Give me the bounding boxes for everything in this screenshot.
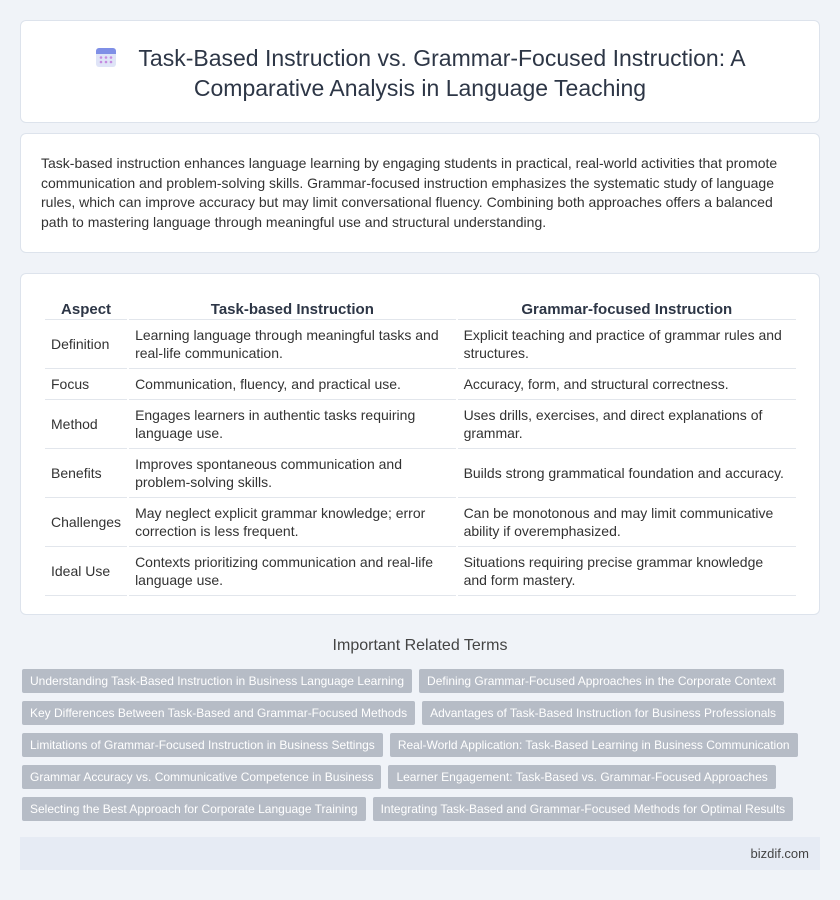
page-title-row bbox=[21, 43, 819, 103]
table-row bbox=[45, 449, 796, 498]
grammar-cell: Accuracy, form, and structural correctness. bbox=[458, 369, 796, 400]
related-term-tag[interactable]: Advantages of Task-Based Instruction for Business Professionals bbox=[422, 701, 784, 725]
table-row bbox=[45, 369, 796, 400]
calendar-icon bbox=[94, 45, 118, 69]
aspect-cell: Method bbox=[45, 400, 127, 449]
column-header-task: Task-based Instruction bbox=[129, 294, 456, 320]
column-header-grammar: Grammar-focused Instruction bbox=[458, 294, 796, 320]
footer-brand[interactable]: bizdif.com bbox=[750, 846, 809, 861]
related-term-tag[interactable]: Understanding Task-Based Instruction in Business Language Learning bbox=[22, 669, 412, 693]
table-row bbox=[45, 498, 796, 547]
related-term-tag[interactable]: Defining Grammar-Focused Approaches in the Corporate Context bbox=[419, 669, 784, 693]
comparison-table-card bbox=[20, 273, 820, 615]
task-cell: Contexts prioritizing communication and real-life language use. bbox=[129, 547, 456, 596]
related-term-tag[interactable]: Grammar Accuracy vs. Communicative Competence in Business bbox=[22, 765, 381, 789]
related-term-tag[interactable]: Real-World Application: Task-Based Learning in Business Communication bbox=[390, 733, 798, 757]
related-term-tag[interactable]: Limitations of Grammar-Focused Instruction in Business Settings bbox=[22, 733, 383, 757]
page-title: Task-Based Instruction vs. Grammar-Focused Instruction: A Comparative Analysis in Language Teaching bbox=[138, 45, 746, 101]
related-term-tag[interactable]: Learner Engagement: Task-Based vs. Grammar-Focused Approaches bbox=[388, 765, 775, 789]
grammar-cell: Explicit teaching and practice of grammar rules and structures. bbox=[458, 320, 796, 369]
related-term-tag[interactable]: Integrating Task-Based and Grammar-Focused Methods for Optimal Results bbox=[373, 797, 794, 821]
task-cell: Learning language through meaningful tasks and real-life communication. bbox=[129, 320, 456, 369]
task-cell: Communication, fluency, and practical use. bbox=[129, 369, 456, 400]
aspect-cell: Focus bbox=[45, 369, 127, 400]
related-term-tag[interactable]: Selecting the Best Approach for Corporate Language Training bbox=[22, 797, 366, 821]
footer bbox=[20, 837, 820, 870]
header-card bbox=[20, 20, 820, 123]
aspect-cell: Challenges bbox=[45, 498, 127, 547]
intro-card bbox=[20, 133, 820, 253]
grammar-cell: Uses drills, exercises, and direct explanations of grammar. bbox=[458, 400, 796, 449]
grammar-cell: Can be monotonous and may limit communicative ability if overemphasized. bbox=[458, 498, 796, 547]
table-row bbox=[45, 547, 796, 596]
table-row bbox=[45, 400, 796, 449]
aspect-cell: Ideal Use bbox=[45, 547, 127, 596]
aspect-cell: Benefits bbox=[45, 449, 127, 498]
related-terms-title: Important Related Terms bbox=[332, 637, 508, 654]
task-cell: May neglect explicit grammar knowledge; error correction is less frequent. bbox=[129, 498, 456, 547]
table-row bbox=[45, 320, 796, 369]
task-cell: Improves spontaneous communication and problem-solving skills. bbox=[129, 449, 456, 498]
column-header-aspect: Aspect bbox=[45, 294, 127, 320]
aspect-cell: Definition bbox=[45, 320, 127, 369]
comparison-table bbox=[43, 294, 798, 596]
related-terms-tags bbox=[22, 669, 822, 829]
grammar-cell: Builds strong grammatical foundation and accuracy. bbox=[458, 449, 796, 498]
related-term-tag[interactable]: Key Differences Between Task-Based and Grammar-Focused Methods bbox=[22, 701, 415, 725]
grammar-cell: Situations requiring precise grammar knowledge and form mastery. bbox=[458, 547, 796, 596]
intro-text: Task-based instruction enhances language learning by engaging students in practical, real-world activities that promote communication and problem-solving skills. Grammar-focused instruction emphasizes the systematic study of language rules, which can improve accuracy but may limit conversational fluency. Combining both approaches offers a balanced path to mastering language through meaningful use and structural understanding. bbox=[41, 155, 778, 230]
task-cell: Engages learners in authentic tasks requiring language use. bbox=[129, 400, 456, 449]
